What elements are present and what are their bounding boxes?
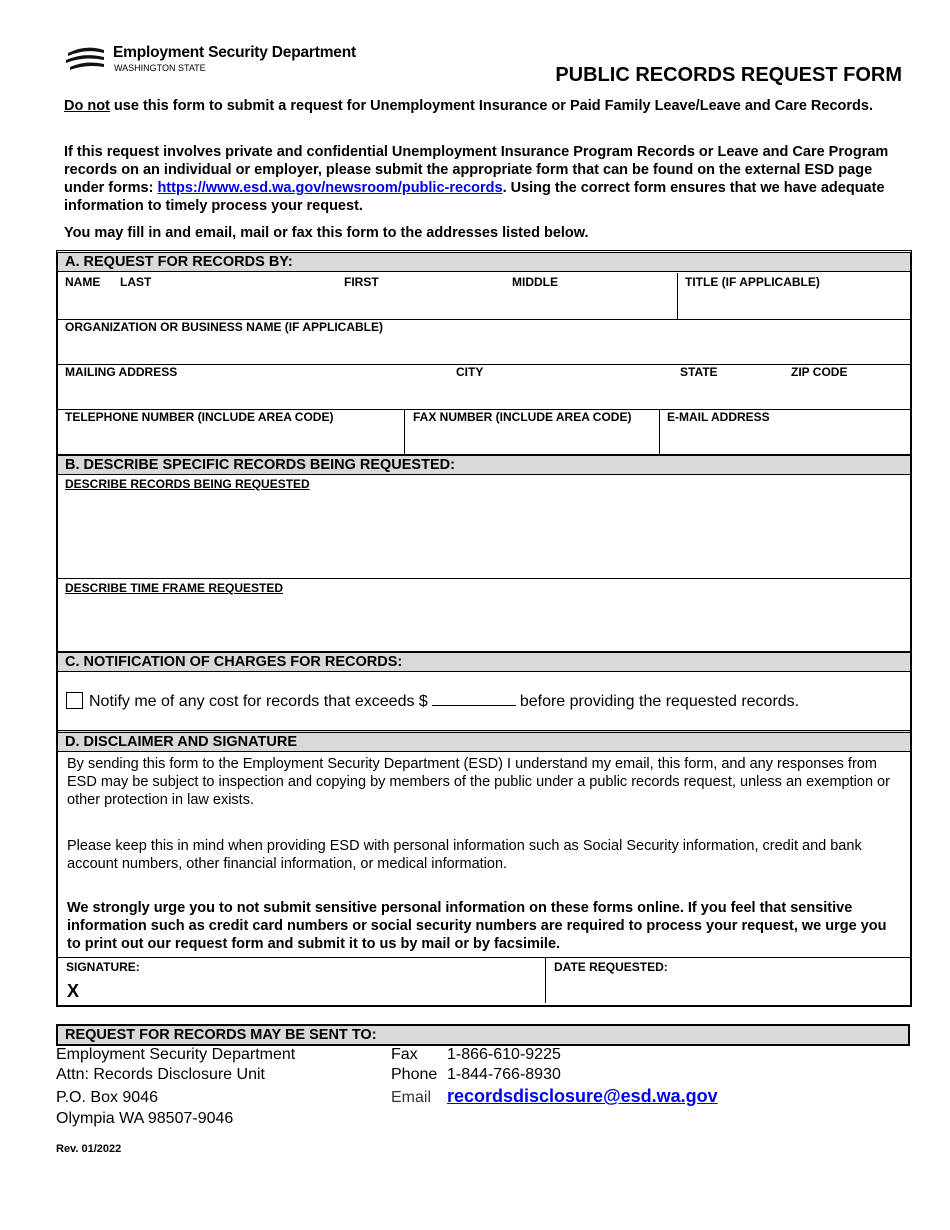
- section-a-heading: A. REQUEST FOR RECORDS BY:: [58, 253, 910, 272]
- telephone-field[interactable]: [58, 410, 404, 454]
- records-description-label: DESCRIBE RECORDS BEING REQUESTED: [65, 477, 310, 491]
- section-b-heading: B. DESCRIBE SPECIFIC RECORDS BEING REQUESTED:: [58, 454, 910, 475]
- intro-paragraph-1: [64, 97, 894, 115]
- email-contact: [391, 1086, 718, 1107]
- organization-label: ORGANIZATION OR BUSINESS NAME (IF APPLICABLE): [65, 320, 383, 334]
- disclaimer-paragraph-1: By sending this form to the Employment Security Department (ESD) I understand my email, this form, and any responses from ESD may be subject to inspection and copying by members of the public under a public records request, unless an exemption or other protection in law exists.: [67, 756, 890, 808]
- mailing-address-label: MAILING ADDRESS: [65, 365, 178, 379]
- middle-name-label: MIDDLE: [512, 275, 558, 289]
- public-records-link[interactable]: https://www.esd.wa.gov/newsroom/public-records: [157, 180, 503, 196]
- name-field[interactable]: [58, 273, 677, 319]
- notify-cost-statement: [89, 691, 799, 711]
- signature-x-mark: X: [67, 981, 80, 1001]
- phone-contact-number: 1-844-766-8930: [447, 1066, 561, 1083]
- telephone-label: TELEPHONE NUMBER (INCLUDE AREA CODE): [65, 410, 334, 424]
- section-d-heading: D. DISCLAIMER AND SIGNATURE: [58, 730, 910, 752]
- fax-contact-number: 1-866-610-9225: [447, 1046, 561, 1063]
- organization-field[interactable]: [58, 320, 908, 364]
- send-to-heading: REQUEST FOR RECORDS MAY BE SENT TO:: [56, 1024, 910, 1046]
- esd-logo-icon: [66, 46, 106, 74]
- cost-threshold-field[interactable]: [432, 691, 516, 706]
- zip-code-label: ZIP CODE: [791, 365, 848, 379]
- fax-label: FAX NUMBER (INCLUDE AREA CODE): [413, 410, 632, 424]
- intro-p2-tail: . Using the correct form ensures that we have adequate information to timely process your request.: [64, 180, 885, 214]
- email-address-label: E-MAIL ADDRESS: [667, 410, 770, 424]
- form-title: PUBLIC RECORDS REQUEST FORM: [555, 64, 902, 86]
- signature-field[interactable]: [84, 975, 544, 1003]
- name-label: NAME: [65, 275, 101, 289]
- org-subtitle: WASHINGTON STATE: [114, 63, 206, 73]
- org-name: Employment Security Department: [113, 44, 356, 61]
- address-line-2: Attn: Records Disclosure Unit: [56, 1066, 265, 1083]
- notify-text-before: Notify me of any cost for records that exceeds $: [89, 693, 428, 710]
- last-name-label: LAST: [120, 275, 152, 289]
- date-requested-label: DATE REQUESTED:: [554, 960, 668, 974]
- address-line-4: Olympia WA 98507-9046: [56, 1110, 234, 1127]
- address-line-3: P.O. Box 9046: [56, 1089, 158, 1106]
- intro-p2-text: If this request involves private and confidential Unemployment Insurance Program Records or Leave and Care Program records on an individual or employer, please submit the appropriate form that can be found on the external ESD page under forms:: [64, 144, 889, 196]
- mailing-address-field[interactable]: [58, 365, 908, 409]
- disclaimer-paragraph-2: Please keep this in mind when providing ESD with personal information such as Social Security information, credit and bank account numbers, other financial information, or medical information.: [67, 838, 862, 872]
- fax-contact-label: Fax: [391, 1046, 418, 1063]
- section-c-heading: C. NOTIFICATION OF CHARGES FOR RECORDS:: [58, 651, 910, 672]
- fax-contact: [391, 1046, 561, 1064]
- state-label: STATE: [680, 365, 718, 379]
- date-requested-field[interactable]: [546, 975, 908, 1003]
- intro-paragraph-3: You may fill in and email, mail or fax this form to the addresses listed below.: [64, 225, 589, 241]
- notify-text-after: before providing the requested records.: [519, 693, 800, 710]
- esd-logo: [66, 44, 376, 76]
- disclaimer-paragraph-3: We strongly urge you to not submit sensitive personal information on these forms online. If you feel that sensitive information such as credit card numbers or social security numbers are required to process your request, we urge you to print out our request form and submit it to us by mail or by facsimile.: [67, 900, 887, 952]
- first-name-label: FIRST: [344, 275, 379, 289]
- notify-cost-checkbox[interactable]: [66, 692, 83, 709]
- records-description-field[interactable]: [58, 493, 908, 577]
- timeframe-label: DESCRIBE TIME FRAME REQUESTED: [65, 581, 284, 595]
- timeframe-field[interactable]: [58, 597, 908, 651]
- address-line-1: Employment Security Department: [56, 1046, 296, 1063]
- phone-contact-label: Phone: [391, 1066, 438, 1083]
- intro-do-not: Do not: [64, 98, 110, 114]
- email-contact-label: Email: [391, 1089, 432, 1106]
- email-address-field[interactable]: [660, 410, 908, 454]
- intro-p1-text: use this form to submit a request for Unemployment Insurance or Paid Family Leave/Leave and Care Records.: [109, 98, 873, 114]
- signature-label: SIGNATURE:: [66, 960, 140, 974]
- fax-field[interactable]: [405, 410, 659, 454]
- title-field[interactable]: [678, 273, 908, 319]
- revision-date: Rev. 01/2022: [56, 1143, 122, 1155]
- city-label: CITY: [456, 365, 484, 379]
- phone-contact: [391, 1066, 561, 1084]
- intro-paragraph-2: [64, 143, 894, 215]
- request-form: [56, 250, 912, 1007]
- records-email-link[interactable]: recordsdisclosure@esd.wa.gov: [447, 1086, 718, 1106]
- title-label: TITLE (IF APPLICABLE): [685, 275, 820, 289]
